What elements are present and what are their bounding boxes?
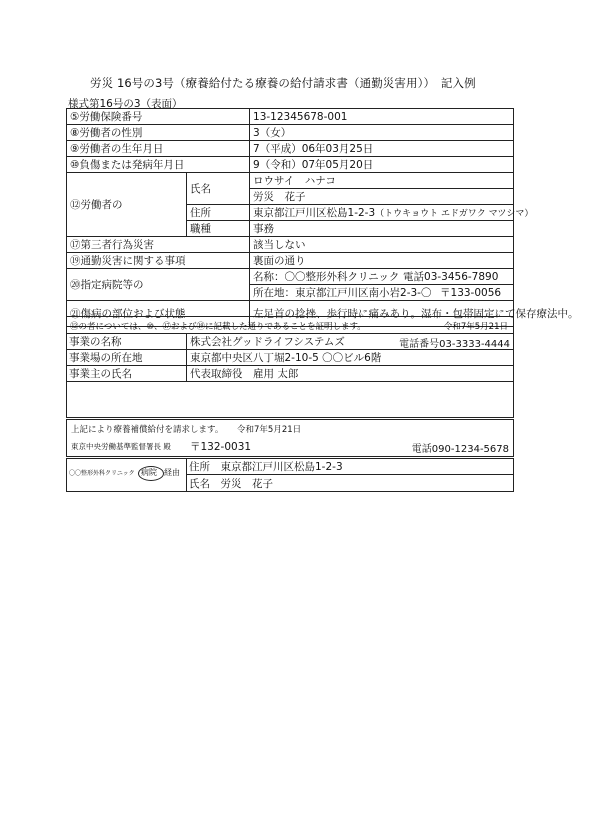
worker-info-table <box>66 108 579 327</box>
hospital-name: 名称：〇〇整形外科クリニック <box>253 271 400 283</box>
value-hospital-name <box>250 269 514 285</box>
worker-address-kana: （トウキョウト エドガワク マツシマ） <box>375 209 534 219</box>
value-worker-job: 事務 <box>250 221 514 237</box>
via-address-label: 住所 <box>189 461 210 473</box>
value-commute: 裏面の通り <box>250 253 514 269</box>
hospital-phone: 電話03-3456-7890 <box>403 271 499 283</box>
via-circled: 病院 <box>141 468 157 477</box>
label-gender: ⑧労働者の性別 <box>67 125 250 141</box>
claim-addressee: 東京中央労働基準監督署長 殿 <box>71 442 171 451</box>
form-subtitle: 様式第16号の3（表面） <box>68 98 183 110</box>
claim-statement: 上記により療養補償給付を請求します。 <box>71 425 224 435</box>
label-third-party: ⑰第三者行為災害 <box>67 237 250 253</box>
label-business-name: 事業の名称 <box>66 334 187 350</box>
certification-statement: ⑫の者については、⑩、⑰および⑲に記載した通りであることを証明します。 <box>70 322 366 332</box>
label-commute: ⑲通勤災害に関する事項 <box>67 253 250 269</box>
value-business-address: 東京都中央区八丁堀2-10-5 〇〇ビル6階 <box>187 350 515 366</box>
via-suffix: 経由 <box>164 468 180 477</box>
claim-phone: 電話090-1234-5678 <box>411 444 509 455</box>
value-worker-name-kana: ロウサイ ハナコ <box>250 173 514 189</box>
employer-certification <box>66 316 514 418</box>
row-gender <box>67 125 514 141</box>
claim-date: 令和7年5月21日 <box>237 425 302 435</box>
value-hospital-address <box>250 285 514 301</box>
hospital-address: 所在地：東京都江戸川区南小岩2-3-〇 <box>253 287 432 299</box>
label-worker-address: 住所 <box>187 205 250 221</box>
row-third-party <box>67 237 514 253</box>
via-section <box>66 458 514 492</box>
via-name-row <box>186 476 514 492</box>
hospital-postal: 〒133-0056 <box>440 287 502 299</box>
value-owner-name: 代表取締役 雇用 太郎 <box>187 366 515 382</box>
document-title: 労災 16号の3号（療養給付たる療養の給付請求書（通勤災害用）） 記入例 <box>90 76 476 90</box>
label-worker-job: 職種 <box>187 221 250 237</box>
via-address: 東京都江戸川区松島1-2-3 <box>220 461 343 473</box>
via-name: 労災 花子 <box>220 478 273 490</box>
via-name-label: 氏名 <box>189 478 210 490</box>
value-business-name <box>187 334 515 350</box>
value-worker-name-kanji: 労災 花子 <box>250 189 514 205</box>
certification-date: 令和7年5月21日 <box>443 322 508 332</box>
value-condition: 左足首の捻挫、歩行時に痛みあり。湿布・包帯固定にて保存療法中。 <box>250 301 514 327</box>
row-commute <box>67 253 514 269</box>
label-worker-name: 氏名 <box>187 173 250 205</box>
label-injury-date: ⑩負傷または発病年月日 <box>67 157 250 173</box>
value-worker-address <box>250 205 534 221</box>
row-injury-date <box>67 157 514 173</box>
label-birthdate: ⑨労働者の生年月日 <box>67 141 250 157</box>
worker-address: 東京都江戸川区松島1-2-3 <box>253 207 376 219</box>
via-clinic: 〇〇整形外科クリニック <box>69 470 135 477</box>
row-birthdate <box>67 141 514 157</box>
label-insurance-no: ⑤労働保険番号 <box>67 109 250 125</box>
label-worker: ⑫労働者の <box>67 173 187 237</box>
value-injury-date: 9（令和）07年05月20日 <box>250 157 514 173</box>
label-owner-name: 事業主の氏名 <box>66 366 187 382</box>
value-third-party: 該当しない <box>250 237 514 253</box>
value-gender: 3（女） <box>250 125 514 141</box>
label-hospital: ⑳指定病院等の <box>67 269 250 301</box>
via-address-row <box>186 459 514 475</box>
business-name: 株式会社グッドライフシステムズ <box>190 336 345 348</box>
cert-blank-space <box>66 382 187 405</box>
value-insurance-no: 13-12345678-001 <box>250 109 514 125</box>
claim-postal: 〒132-0031 <box>190 441 252 453</box>
row-insurance-no <box>67 109 514 125</box>
business-phone: 電話番号03-3333-4444 <box>399 339 510 350</box>
label-business-address: 事業場の所在地 <box>66 350 187 366</box>
value-birthdate: 7（平成）06年03月25日 <box>250 141 514 157</box>
claim-section <box>66 419 514 457</box>
label-condition: ㉑傷病の部位および状態 <box>67 301 250 327</box>
